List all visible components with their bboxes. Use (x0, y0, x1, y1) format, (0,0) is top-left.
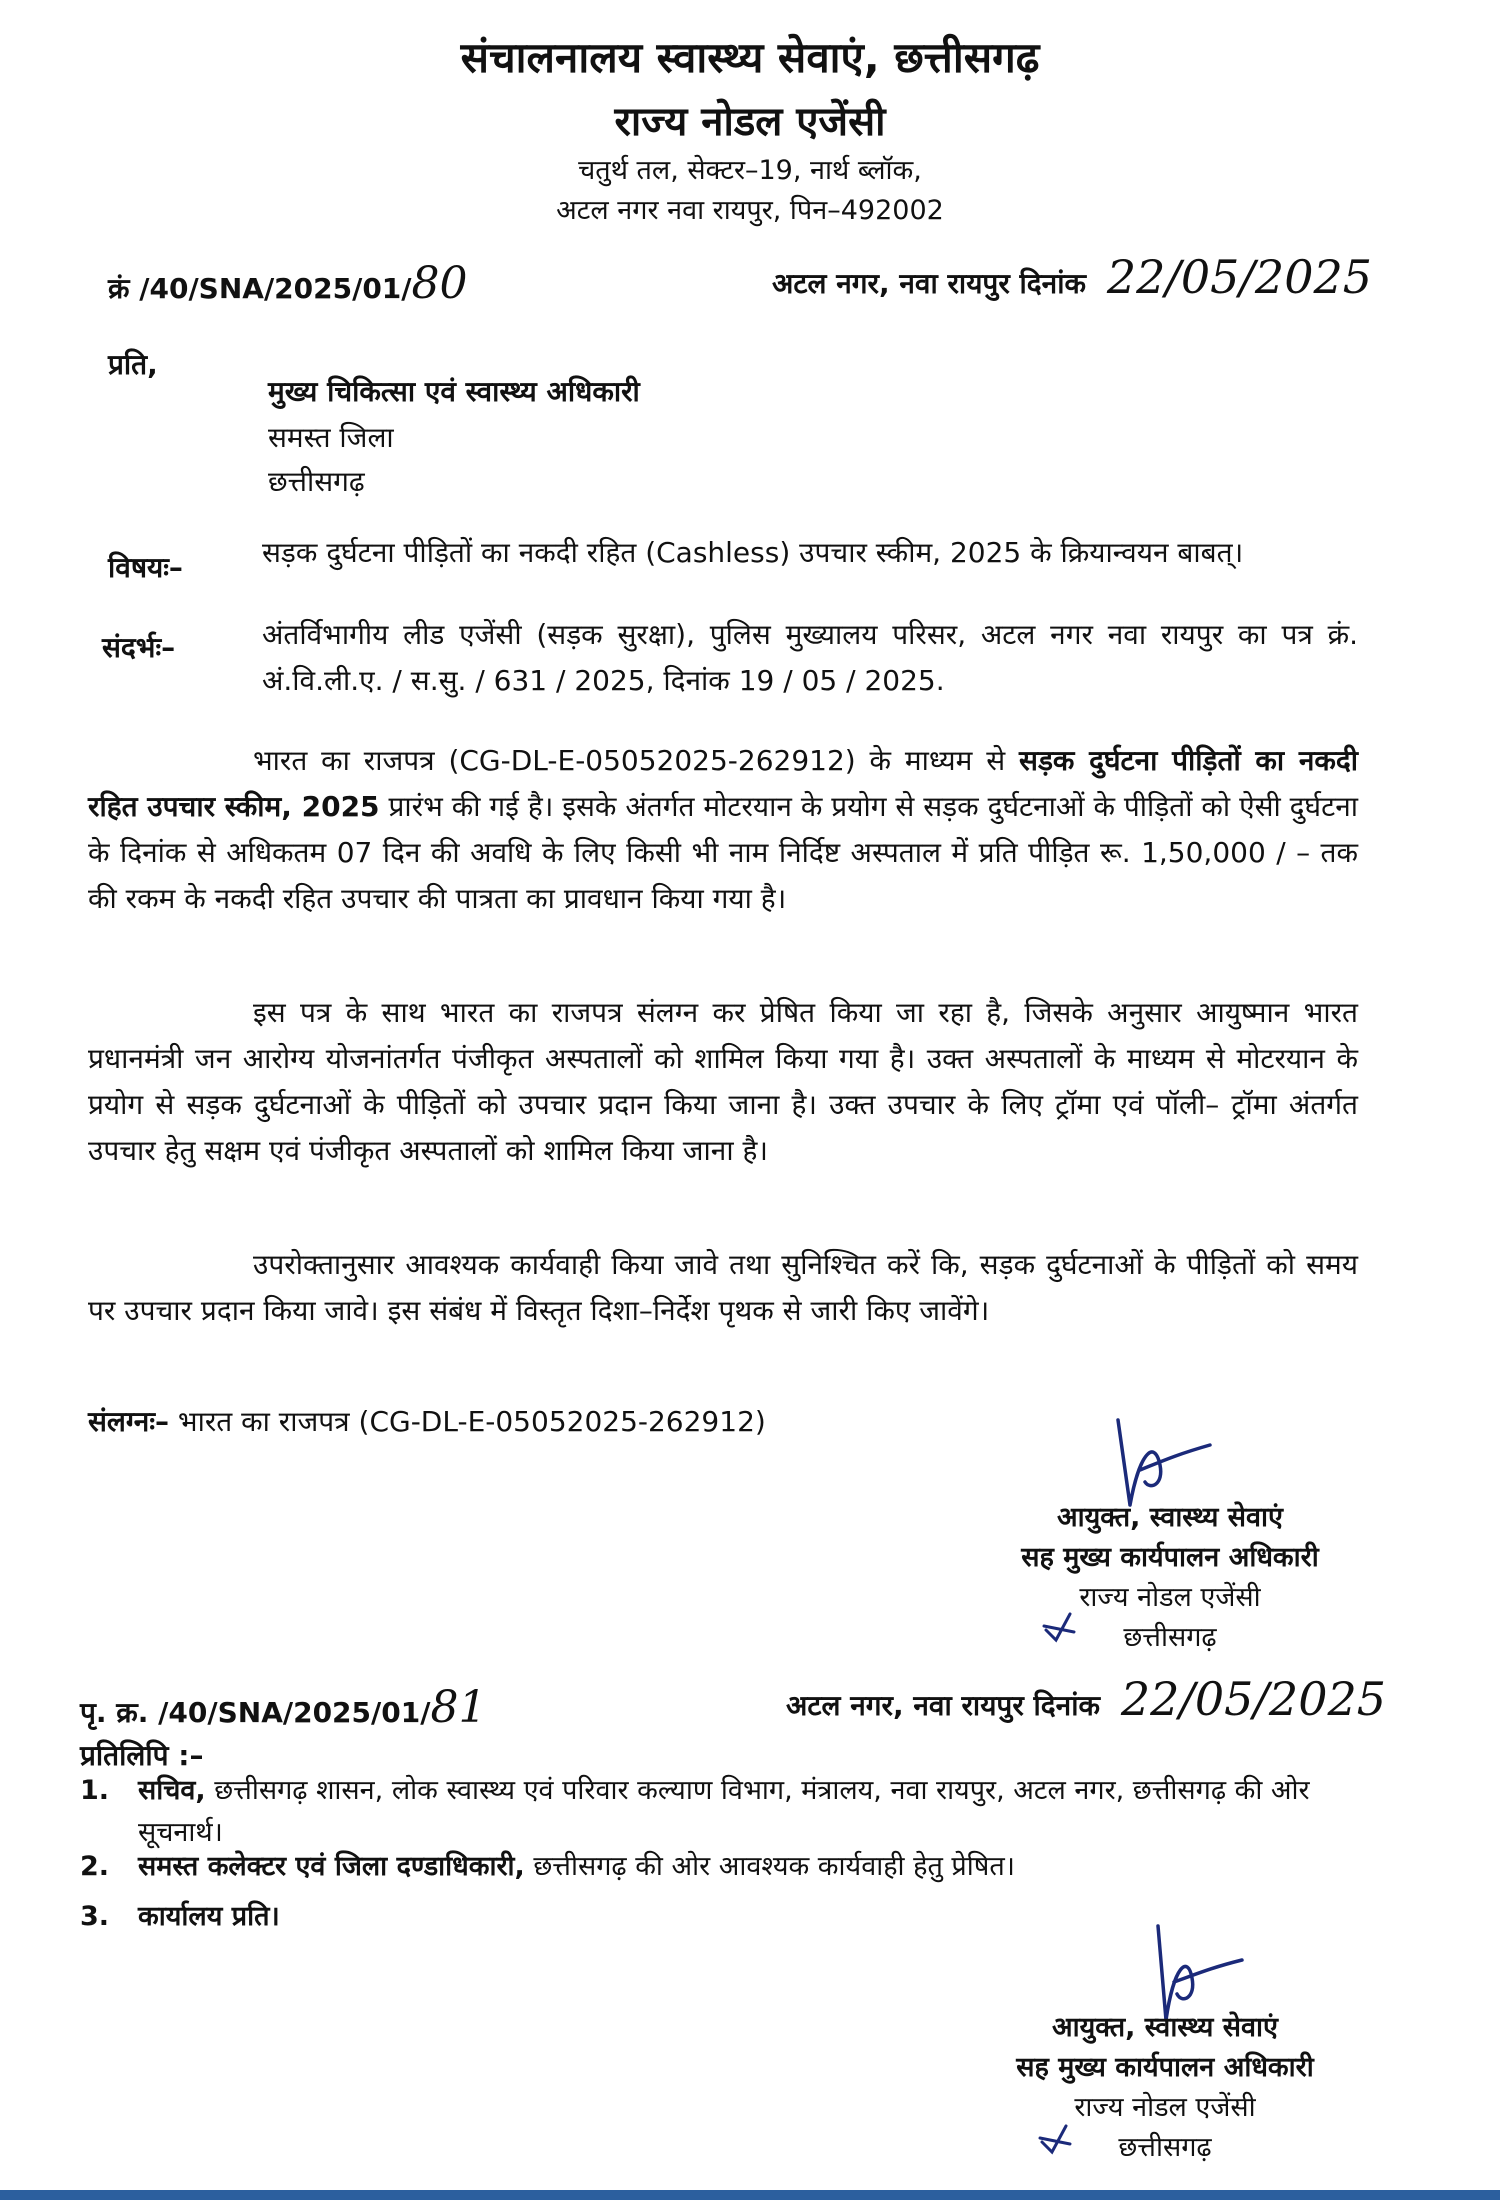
signatory-title-3: राज्य नोडल एजेंसी (1074, 2092, 1256, 2123)
ref-place-date-label: अटल नगर, नवा रायपुर दिनांक (772, 267, 1086, 300)
ref-place-date (772, 250, 1372, 304)
list-item-number: 3. (80, 1901, 110, 1932)
list-item-bold: सचिव, (138, 1775, 206, 1806)
list-item-number: 1. (80, 1775, 110, 1806)
list-item (80, 1770, 1370, 1854)
copy-place-date-label: अटल नगर, नवा रायपुर दिनांक (786, 1689, 1100, 1722)
p1-part-a: भारत का राजपत्र (CG-DL-E-05052025-262912) के माध्यम से (253, 744, 1020, 777)
signatory-title-4: छत्तीसगढ़ (1123, 1622, 1217, 1653)
list-item-text: छत्तीसगढ़ की ओर आवश्यक कार्यवाही हेतु प्रेषित। (524, 1851, 1016, 1882)
addressee-line-3: छत्तीसगढ़ (268, 465, 365, 498)
signatory-title-4: छत्तीसगढ़ (1118, 2132, 1212, 2163)
list-item-text: छत्तीसगढ़ शासन, लोक स्वास्थ्य एवं परिवार कल्याण विभाग, मंत्रालय, नवा रायपुर, अटल नगर, छत्तीसगढ़ की ओर सूचनार्थ। (138, 1775, 1310, 1848)
copy-place-date (786, 1672, 1386, 1726)
addressee-line-2: समस्त जिला (268, 421, 394, 454)
bottom-edge-bar (0, 2190, 1500, 2200)
ref-number-handwritten: 80 (411, 258, 468, 309)
signatory-title-2: सह मुख्य कार्यपालन अधिकारी (1021, 1542, 1319, 1573)
address-line-2: अटल नगर नवा रायपुर, पिन–492002 (556, 195, 944, 226)
signatory-title-3: राज्य नोडल एजेंसी (1079, 1582, 1261, 1613)
enclosure-label: संलग्नः– (88, 1405, 169, 1438)
p1-bold: सड़क दुर्घटना पीड़ितों का नकदी रहित उपचार स्कीम, 2025 (88, 744, 1358, 823)
signature-block-2 (915, 2008, 1415, 2168)
signatory-title-1: आयुक्त, स्वास्थ्य सेवाएं (1057, 1502, 1283, 1533)
org-name: संचालनालय स्वास्थ्य सेवाएं, छत्तीसगढ़ (460, 33, 1040, 82)
subject-label: विषयः– (108, 551, 183, 584)
signatory-title-2: सह मुख्य कार्यपालन अधिकारी (1016, 2052, 1314, 2083)
copy-ref-number-handwritten: 81 (430, 1682, 487, 1733)
body-paragraph-2: इस पत्र के साथ भारत का राजपत्र संलग्न कर प्रेषित किया जा रहा है, जिसके अनुसार आयुष्मान भारत प्रधानमंत्री जन आरोग्य योजनांतर्गत पंजीकृत अस्पतालों को शामिल किया गया है। उक्त अस्पतालों के माध्यम से मोटरयान के प्रयोग से सड़क दुर्घटनाओं के पीड़ितों को उपचार प्रदान किया जाना है। उक्त उपचार के लिए ट्रॉमा एवं पॉली– ट्रॉमा अंतर्गत उपचार हेतु सक्षम एवं पंजीकृत अस्पतालों को शामिल किया जाना है। (88, 996, 1358, 1167)
signature-block-1 (920, 1498, 1420, 1658)
copy-ref-number-prefix: पृ. क्र. /40/SNA/2025/01/ (80, 1696, 431, 1729)
initial-mark-1 (1040, 1608, 1080, 1648)
list-item (80, 1846, 1370, 1888)
enclosure (88, 1402, 766, 1440)
to-label: प्रति, (108, 348, 158, 381)
p1-part-b: प्रारंभ की गई है। इसके अंतर्गत मोटरयान के प्रयोग से सड़क दुर्घटनाओं के पीड़ितों को ऐसी दुर्घटना के दिनांक से अधिकतम 07 दिन की अवधि के लिए किसी भी नाम निर्दिष्ट अस्पताल में प्रति पीड़ित रू. 1,50,000 / – तक की रकम के नकदी रहित उपचार की पात्रता का प्रावधान किया गया है। (88, 790, 1358, 915)
subject-text: सड़क दुर्घटना पीड़ितों का नकदी रहित (Cashless) उपचार स्कीम, 2025 के क्रियान्वयन बाबत्। (262, 536, 1244, 569)
ref-number-prefix: क्रं /40/SNA/2025/01/ (108, 272, 412, 305)
address-line-1: चतुर्थ तल, सेक्टर–19, नार्थ ब्लॉक, (578, 155, 922, 186)
initial-mark-2 (1036, 2120, 1076, 2160)
addressee-line-1: मुख्य चिकित्सा एवं स्वास्थ्य अधिकारी (268, 375, 640, 408)
enclosure-text: भारत का राजपत्र (CG-DL-E-05052025-262912) (168, 1405, 766, 1438)
copy-label: प्रतिलिपि :– (80, 1739, 204, 1772)
reference-text: अंतर्विभागीय लीड एजेंसी (सड़क सुरक्षा), पुलिस मुख्यालय परिसर, अटल नगर नवा रायपुर का पत्र क्रं. अं.वि.ली.ए. / स.सु. / 631 / 2025, दिनांक 19 / 05 / 2025. (262, 618, 1358, 697)
list-item-bold: कार्यालय प्रति। (138, 1901, 280, 1932)
body-paragraph-1 (88, 738, 1358, 922)
signatory-title-1: आयुक्त, स्वास्थ्य सेवाएं (1052, 2012, 1278, 2043)
ref-number (108, 258, 468, 309)
copy-date-handwritten: 22/05/2025 (1120, 1672, 1386, 1726)
agency-name: राज्य नोडल एजेंसी (614, 99, 886, 145)
copy-ref-number (80, 1682, 486, 1733)
reference-label: संदर्भः– (102, 631, 176, 664)
body-paragraph-3: उपरोक्तानुसार आवश्यक कार्यवाही किया जावे तथा सुनिश्चित करें कि, सड़क दुर्घटनाओं के पीड़ितों को समय पर उपचार प्रदान किया जावे। इस संबंध में विस्तृत दिशा–निर्देश पृथक से जारी किए जावेंगे। (88, 1248, 1358, 1327)
ref-date-handwritten: 22/05/2025 (1106, 250, 1372, 304)
list-item-number: 2. (80, 1851, 110, 1882)
list-item-bold: समस्त कलेक्टर एवं जिला दण्डाधिकारी, (138, 1851, 525, 1882)
